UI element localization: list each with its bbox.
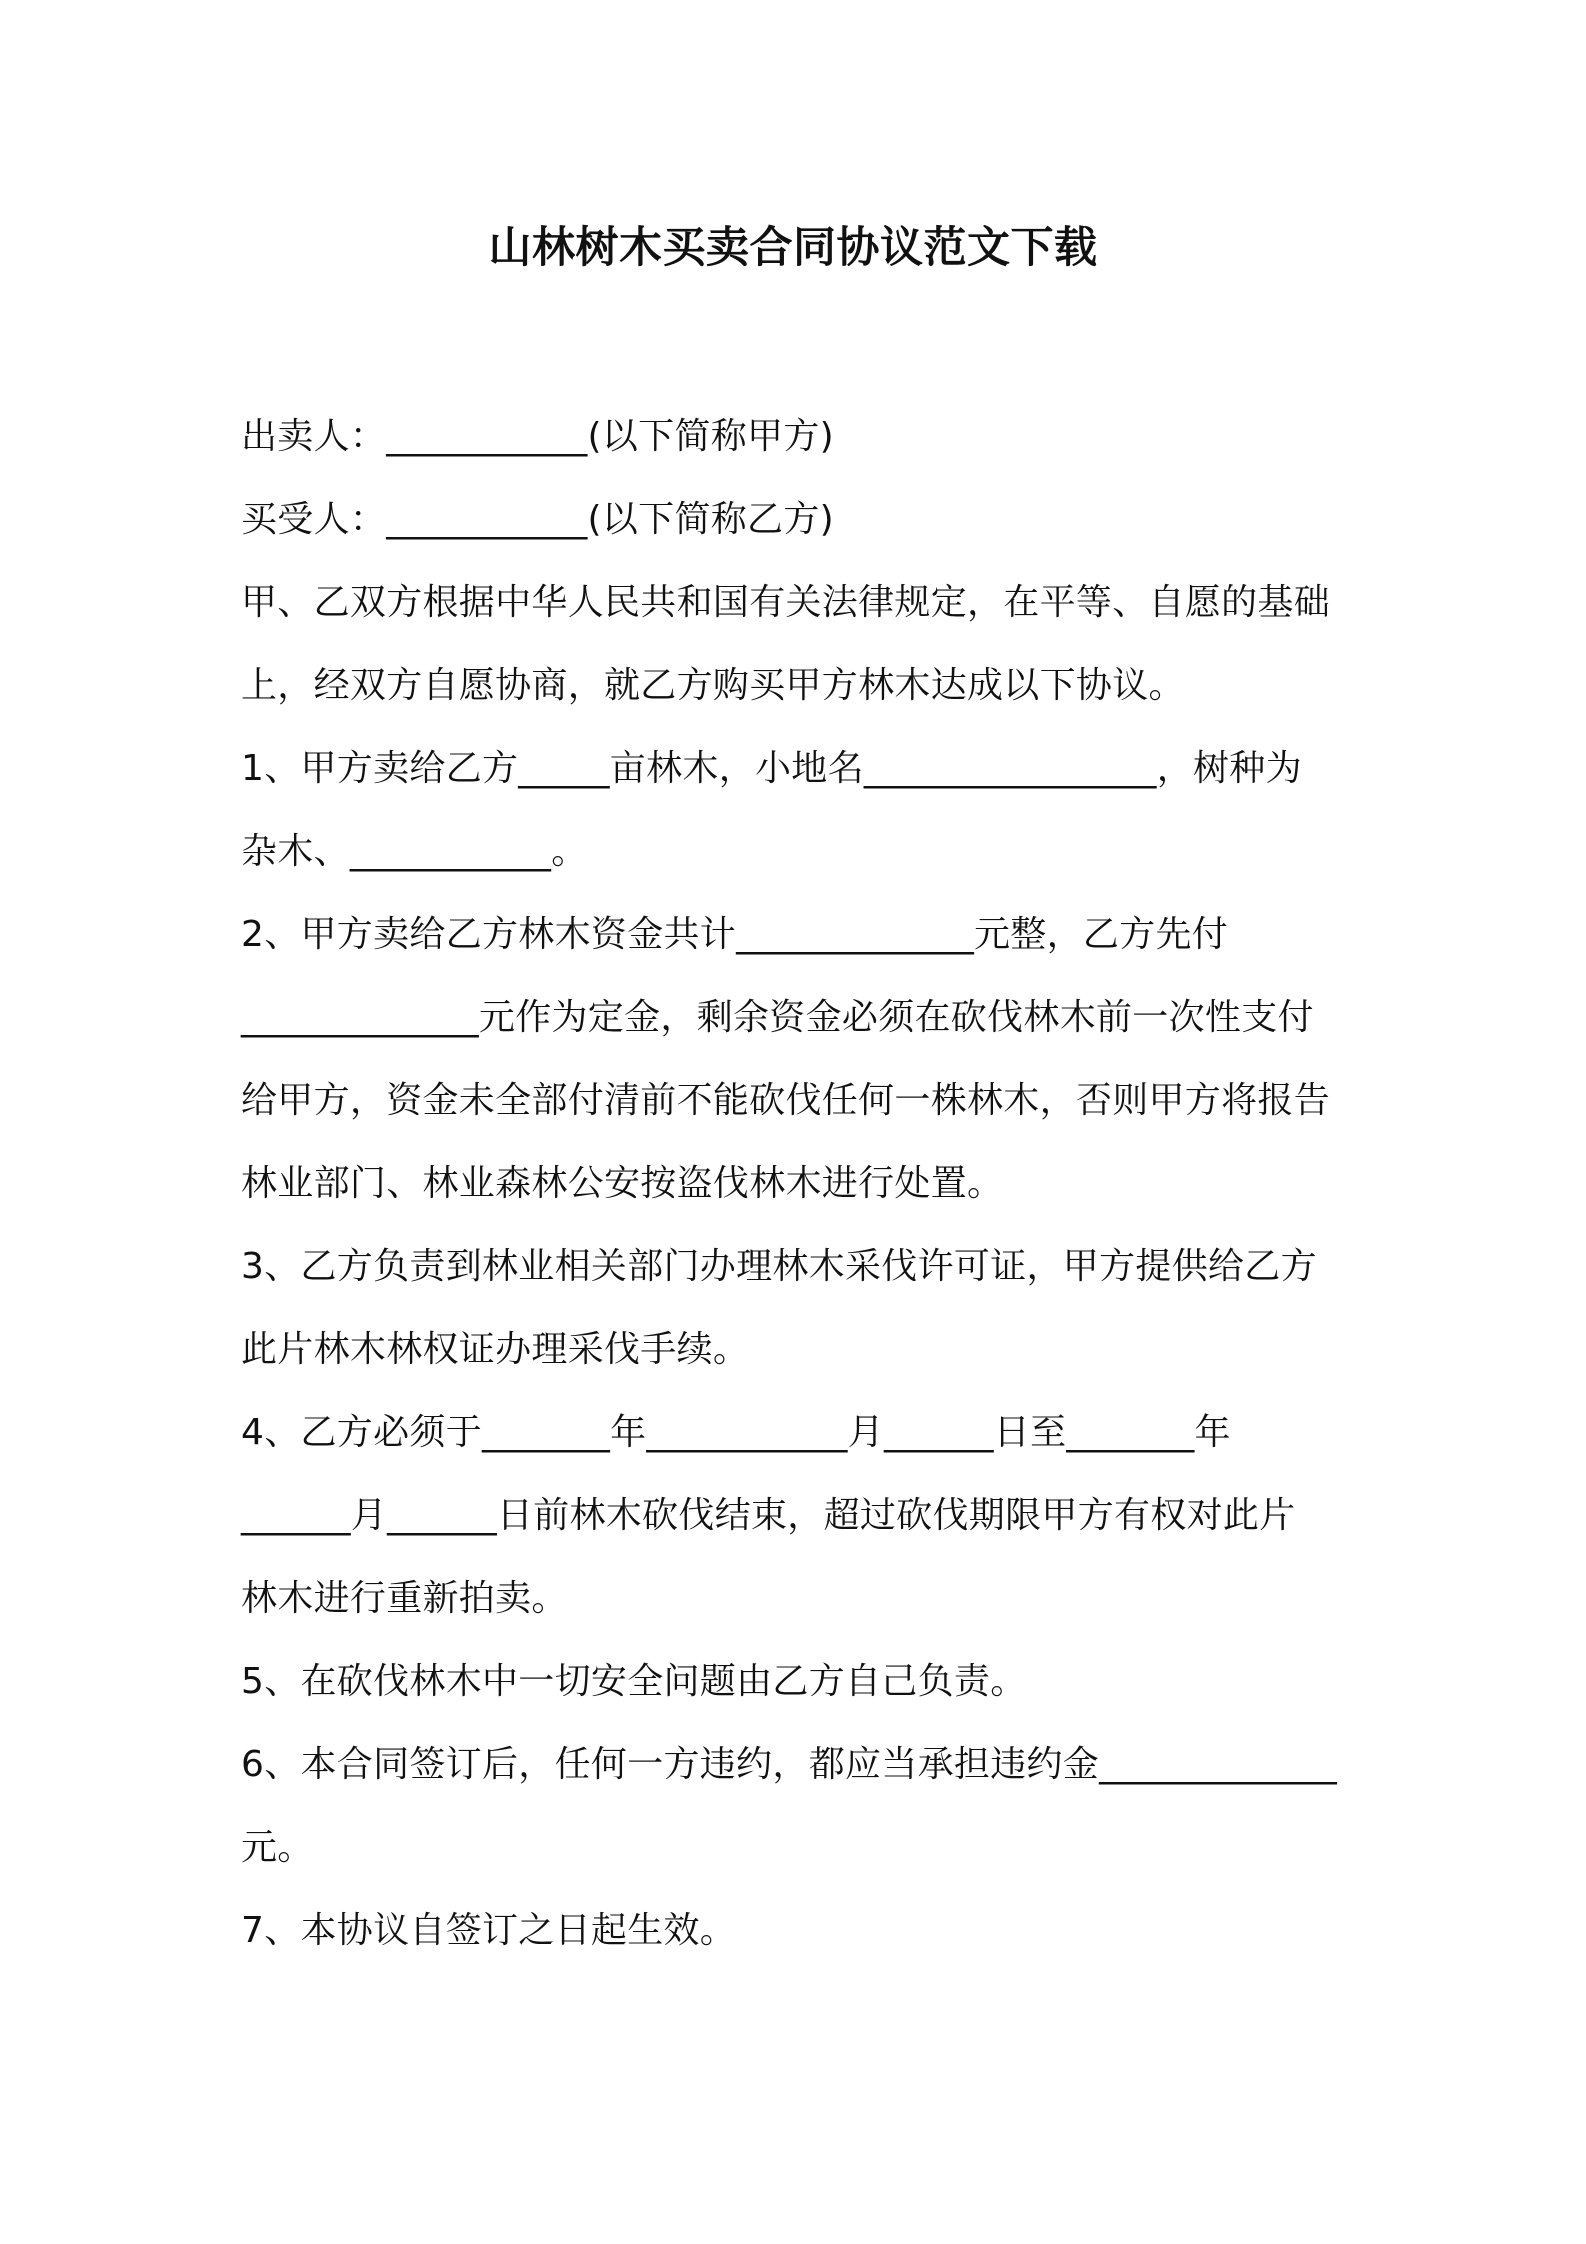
- clause-4-line-3: 林木进行重新拍卖。: [241, 1578, 568, 1619]
- preamble-line-1: 甲、乙双方根据中华人民共和国有关法律规定，在平等、自愿的基础: [241, 582, 1331, 623]
- preamble-line-2: 上，经双方自愿协商，就乙方购买甲方林木达成以下协议。: [241, 665, 1185, 706]
- clause-3-line-1: 3、乙方负责到林业相关部门办理林木采伐许可证，甲方提供给乙方: [241, 1246, 1317, 1287]
- clause-4-line-2: ______月______日前林木砍伐结束，超过砍伐期限甲方有权对此片: [241, 1495, 1296, 1536]
- clause-7-line-1: 7、本协议自签订之日起生效。: [241, 1910, 737, 1951]
- clause-5-line-1: 5、在砍伐林木中一切安全问题由乙方自己负责。: [241, 1661, 1027, 1702]
- clause-1-line-1: 1、甲方卖给乙方_____亩林木，小地名________________，树种为: [241, 748, 1302, 789]
- clause-2-line-2: _____________元作为定金，剩余资金必须在砍伐林木前一次性支付: [241, 997, 1314, 1038]
- buyer-line: 买受人：___________(以下简称乙方): [241, 499, 834, 540]
- clause-1-line-2: 杂木、___________。: [241, 831, 588, 872]
- clause-2-line-3: 给甲方，资金未全部付清前不能砍伐任何一株林木，否则甲方将报告: [241, 1080, 1331, 1121]
- clause-2-line-4: 林业部门、林业森林公安按盗伐林木进行处置。: [241, 1163, 1004, 1204]
- clause-4-line-1: 4、乙方必须于_______年___________月______日至_______年: [241, 1412, 1231, 1453]
- clause-6-line-2: 元。: [241, 1827, 314, 1868]
- document-title: 山林树木买卖合同协议范文下载: [488, 223, 1098, 273]
- seller-line: 出卖人：___________(以下简称甲方): [241, 416, 834, 457]
- clause-6-line-1: 6、本合同签订后，任何一方违约，都应当承担违约金_____________: [241, 1744, 1338, 1785]
- clause-3-line-2: 此片林木林权证办理采伐手续。: [241, 1329, 750, 1370]
- clause-2-line-1: 2、甲方卖给乙方林木资金共计_____________元整，乙方先付: [241, 914, 1229, 955]
